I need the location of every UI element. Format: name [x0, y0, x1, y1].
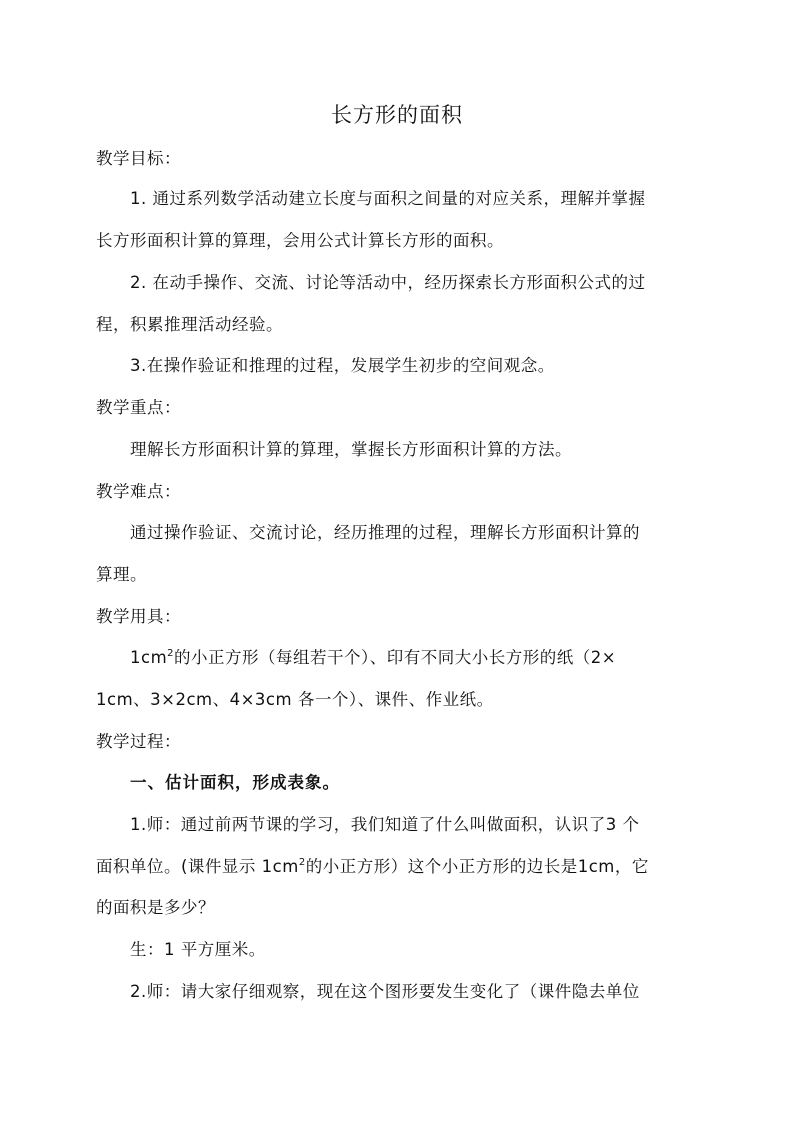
- section-1-title: 一、估计面积，形成表象。: [130, 773, 340, 792]
- goal-3: 3.在操作验证和推理的过程，发展学生初步的空间观念。: [130, 356, 555, 375]
- page-title: 长方形的面积: [331, 103, 463, 127]
- para-1-line-2: [96, 854, 706, 880]
- tools-unit-exponent: 2: [167, 648, 175, 659]
- tools-line-2: 1cm、3×2cm、4×3cm 各一个）、课件、作业纸。: [96, 690, 494, 709]
- goal-2-line-1: 2. 在动手操作、交流、讨论等活动中，经历探索长方形面积公式的过: [130, 273, 646, 292]
- goals-heading: 教学目标：: [96, 149, 181, 168]
- process-heading: 教学过程：: [96, 732, 181, 751]
- student-answer: 生：1 平方厘米。: [130, 940, 266, 959]
- tools-heading: 教学用具：: [96, 607, 181, 626]
- para-2-line-1: 2.师：请大家仔细观察，现在这个图形要发生变化了（课件隐去单位: [130, 982, 640, 1001]
- goal-1-line-2: 长方形面积计算的算理，会用公式计算长方形的面积。: [96, 231, 504, 250]
- para-1-line-3: 的面积是多少？: [96, 898, 215, 917]
- goal-1-line-1: 1. 通过系列数学活动建立长度与面积之间量的对应关系，理解并掌握: [130, 189, 646, 208]
- difficulty-line-1: 通过操作验证、交流讨论，经历推理的过程，理解长方形面积计算的: [130, 523, 640, 542]
- key-points-text: 理解长方形面积计算的算理，掌握长方形面积计算的方法。: [130, 440, 572, 459]
- difficulty-heading: 教学难点：: [96, 482, 181, 501]
- para-1-exponent: 2: [298, 857, 306, 868]
- difficulty-line-2: 算理。: [96, 565, 147, 584]
- tools-line-1: [130, 645, 706, 671]
- para-1-text-a: 面积单位。(课件显示 1cm: [96, 857, 299, 876]
- tools-text: 的小正方形（每组若干个）、印有不同大小长方形的纸（2×: [174, 648, 617, 667]
- para-1-text-b: 的小正方形）这个小正方形的边长是1cm，它: [305, 857, 649, 876]
- key-points-heading: 教学重点：: [96, 398, 181, 417]
- goal-2-line-2: 程，积累推理活动经验。: [96, 315, 283, 334]
- tools-unit: 1cm: [130, 648, 168, 667]
- para-1-line-1: 1.师：通过前两节课的学习，我们知道了什么叫做面积，认识了3 个: [130, 815, 640, 834]
